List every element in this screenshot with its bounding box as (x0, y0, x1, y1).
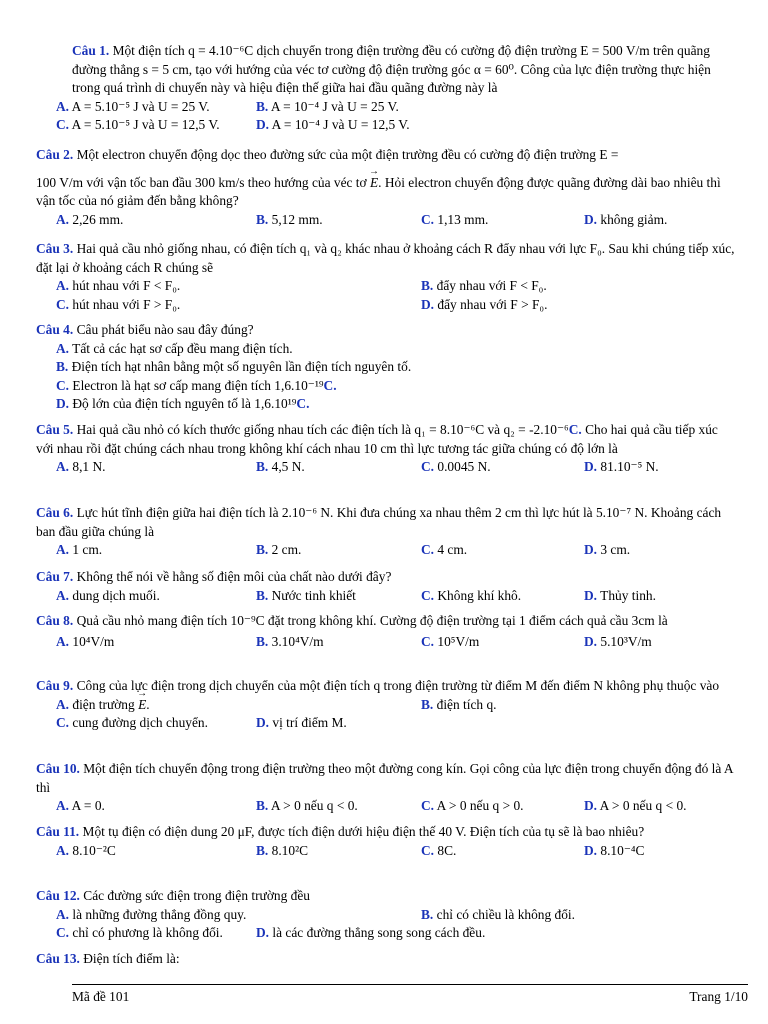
option-d[interactable]: D. Thủy tinh. (584, 587, 656, 603)
option-a[interactable]: A. là những đường thẳng đồng quy. (56, 906, 247, 922)
option-c[interactable]: C. 0.0045 N. (421, 459, 491, 474)
option-c[interactable]: C. 8C. (421, 842, 457, 858)
question-3: Câu 3. Hai quả cầu nhỏ giống nhau, có điện tích q₁ và q₂ khác nhau ở khoảng cách R đẩy nhau với lực F₀. Sau khi chúng tiếp xúc, đặt lại ở khoảng cách R chúng sẽ A. hút nhau với F < F₀. B. đẩy nhau với F < F₀. C. hút nhau với F > F₀. D. đẩy nhau với F > F₀. (36, 240, 736, 314)
option-b[interactable]: B. Điện tích hạt nhân bằng một số nguyên lần điện tích nguyên tố. (56, 359, 412, 374)
question-10: Câu 10. Một điện tích chuyển động trong điện trường theo một đường cong kín. Gọi công của lực điện trong chuyển động đó là A thì A. A = 0. B. A > 0 nếu q < 0. C. A > 0 nếu q > 0. D. A > 0 nếu q < 0. (36, 760, 736, 816)
question-number: Câu 5. (36, 422, 74, 437)
option-b[interactable]: B. chỉ có chiều là không đổi. (421, 906, 575, 922)
option-b[interactable]: B. điện tích q. (421, 696, 497, 712)
option-a[interactable]: A. A = 5.10⁻⁵ J và U = 25 V. (56, 98, 210, 114)
option-c[interactable]: C. 10⁵V/m (421, 633, 480, 649)
option-d[interactable]: D. vị trí điểm M. (256, 715, 347, 730)
option-d[interactable]: D. 3 cm. (584, 542, 631, 557)
option-d[interactable]: D. A = 10⁻⁴ J và U = 12,5 V. (256, 117, 410, 132)
option-a[interactable]: A. 8,1 N. (56, 459, 106, 474)
option-a[interactable]: A. 2,26 mm. (56, 211, 124, 227)
option-b[interactable]: B. A = 10⁻⁴ J và U = 25 V. (256, 98, 399, 114)
option-a[interactable]: A. điện trường → E. (56, 696, 150, 715)
question-number: Câu 10. (36, 761, 80, 776)
question-number: Câu 9. (36, 678, 74, 693)
question-number: Câu 2. (36, 147, 74, 162)
question-number: Câu 11. (36, 824, 80, 839)
question-number: Câu 1. (72, 43, 110, 58)
question-12: Câu 12. Các đường sức điện trong điện trường đều A. là những đường thẳng đồng quy. B. chỉ có chiều là không đổi. C. chỉ có phương là không đổi. D. là các đường thẳng song song cách đều. (36, 887, 736, 943)
option-c[interactable]: C. cung đường dịch chuyển. (56, 715, 208, 730)
option-c[interactable]: C. 4 cm. (421, 542, 468, 557)
question-number: Câu 3. (36, 241, 74, 256)
option-a[interactable]: A. dung dịch muối. (56, 587, 160, 603)
question-2: Câu 2. Một electron chuyển động dọc theo đường sức của một điện trường đều có cường độ điện trường E = 100 V/m với vận tốc ban đầu 300 km/s theo hướng của véc tơ → E. Hỏi electron chuyển động được quãng đường dài bao nhiêu thì vận tốc của nó giảm đến bằng không? A. 2,26 mm. B. 5,12 mm. C. 1,13 mm. D. không giảm. (36, 146, 736, 229)
question-8: Câu 8. Quả cầu nhỏ mang điện tích 10⁻⁹C đặt trong không khí. Cường độ điện trường tại 1 điểm cách quả cầu 3cm là A. 10⁴V/m B. 3.10⁴V/m C. 10⁵V/m D. 5.10³V/m (36, 612, 736, 651)
question-number: Câu 4. (36, 322, 74, 337)
option-d[interactable]: D. đẩy nhau với F > F₀. (421, 296, 548, 312)
option-a[interactable]: A. 10⁴V/m (56, 633, 115, 649)
option-b[interactable]: B. A > 0 nếu q < 0. (256, 798, 358, 813)
option-b[interactable]: B. 8.10²C (256, 842, 309, 858)
option-d[interactable]: D. là các đường thẳng song song cách đều. (256, 925, 486, 940)
option-d[interactable]: D. Độ lớn của điện tích nguyên tố là 1,6.10¹⁹C. (56, 396, 310, 411)
question-number: Câu 13. (36, 951, 80, 966)
page-number: Trang 1/10 (689, 989, 748, 1004)
footer-divider (72, 984, 748, 985)
question-4: Câu 4. Câu phát biểu nào sau đây đúng? A. Tất cả các hạt sơ cấp đều mang điện tích. B. Điện tích hạt nhân bằng một số nguyên lần điện tích nguyên tố. C. Electron là hạt sơ cấp mang điện tích 1,6.10⁻¹⁹C. D. Độ lớn của điện tích nguyên tố là 1,6.10¹⁹C. (36, 321, 736, 414)
option-b[interactable]: B. 2 cm. (256, 542, 302, 557)
question-5: Câu 5. Hai quả cầu nhỏ có kích thước giống nhau tích các điện tích là q₁ = 8.10⁻⁶C và q₂ = -2.10⁻⁶C. Cho hai quả cầu tiếp xúc với nhau rồi đặt chúng cách nhau trong không khí cách nhau 10 cm thì lực tương tác giữa chúng có độ lớn là A. 8,1 N. B. 4,5 N. C. 0.0045 N. D. 81.10⁻⁵ N. (36, 421, 736, 477)
option-a[interactable]: A. 1 cm. (56, 542, 103, 557)
vector-e: → E (370, 174, 378, 193)
question-1 (56, 42, 742, 135)
question-7: Câu 7. Không thể nói về hằng số điện môi của chất nào dưới đây? A. dung dịch muối. B. Nước tinh khiết C. Không khí khô. D. Thủy tinh. (36, 568, 736, 605)
exam-code: Mã đề 101 (72, 989, 130, 1004)
option-b[interactable]: B. 3.10⁴V/m (256, 633, 324, 649)
option-a[interactable]: A. hút nhau với F < F₀. (56, 278, 181, 293)
question-number: Câu 6. (36, 505, 74, 520)
question-13: Câu 13. Điện tích điểm là: (36, 951, 180, 966)
option-a[interactable]: A. 8.10⁻²C (56, 842, 116, 858)
option-d[interactable]: D. 8.10⁻⁴C (584, 842, 645, 858)
option-d[interactable]: D. A > 0 nếu q < 0. (584, 798, 687, 813)
option-d[interactable]: D. 81.10⁻⁵ N. (584, 459, 659, 474)
option-d[interactable]: D. 5.10³V/m (584, 633, 652, 649)
vector-e: → E (138, 696, 146, 715)
option-a[interactable]: A. A = 0. (56, 798, 105, 813)
option-c[interactable]: C. A = 5.10⁻⁵ J và U = 12,5 V. (56, 117, 220, 132)
option-b[interactable]: B. 5,12 mm. (256, 211, 323, 227)
question-number: Câu 12. (36, 888, 80, 903)
question-11: Câu 11. Một tụ điện có điện dung 20 μF, được tích điện dưới hiệu điện thế 40 V. Điện tích của tụ sẽ là bao nhiêu? A. 8.10⁻²C B. 8.10²C C. 8C. D. 8.10⁻⁴C (36, 823, 736, 860)
question-number: Câu 7. (36, 569, 74, 584)
option-c[interactable]: C. 1,13 mm. (421, 211, 489, 227)
option-a[interactable]: A. Tất cả các hạt sơ cấp đều mang điện tích. (56, 340, 293, 356)
question-6: Câu 6. Lực hút tĩnh điện giữa hai điện tích là 2.10⁻⁶ N. Khi đưa chúng xa nhau thêm 2 cm thì lực hút là 5.10⁻⁷ N. Khoảng cách ban đầu giữa chúng là A. 1 cm. B. 2 cm. C. 4 cm. D. 3 cm. (36, 504, 736, 560)
option-c[interactable]: C. chỉ có phương là không đổi. (56, 925, 223, 940)
question-number: Câu 8. (36, 613, 74, 628)
question-text: Một điện tích q = 4.10⁻⁶C dịch chuyển trong điện trường đều có cường độ điện trường E = 500 V/m trên quãng đường thẳng s = 5 cm, tạo với hướng của véc tơ cường độ điện trường góc α = 60⁰. Công của lực điện trường thực hiện trong quá trình di chuyển này và hiệu điện thế giữa hai đầu quãng đường này là (72, 43, 711, 95)
option-b[interactable]: B. 4,5 N. (256, 459, 305, 474)
option-c[interactable]: C. A > 0 nếu q > 0. (421, 798, 524, 813)
question-9: Câu 9. Công của lực điện trong dịch chuyển của một điện tích q trong điện trường từ điểm M đến điểm N không phụ thuộc vào A. điện trường → E. B. điện tích q. C. cung đường dịch chuyển. D. vị trí điểm M. (36, 677, 736, 733)
option-d[interactable]: D. không giảm. (584, 211, 668, 227)
option-c[interactable]: C. Không khí khô. (421, 587, 522, 603)
option-b[interactable]: B. đẩy nhau với F < F₀. (421, 278, 547, 293)
option-b[interactable]: B. Nước tinh khiết (256, 587, 356, 603)
option-c[interactable]: C. hút nhau với F > F₀. (56, 296, 181, 312)
option-c[interactable]: C. Electron là hạt sơ cấp mang điện tích 1,6.10⁻¹⁹C. (56, 377, 337, 393)
